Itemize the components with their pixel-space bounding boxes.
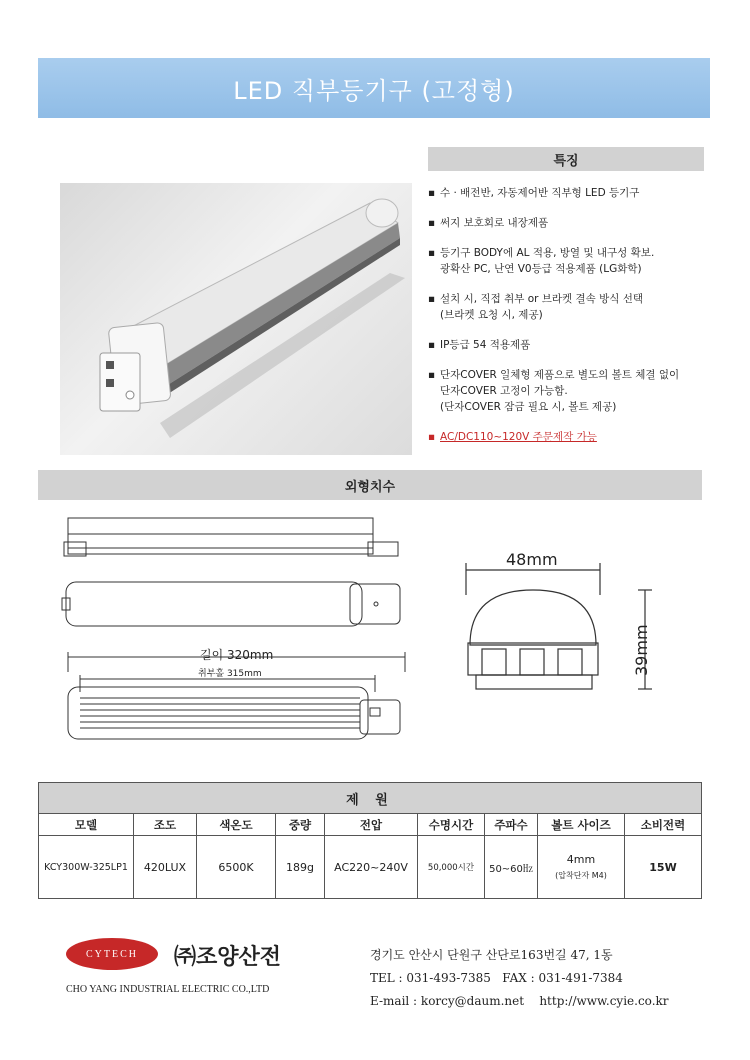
address: 경기도 안산시 단원구 산단로163번길 47, 1동 — [370, 948, 613, 962]
bullet-icon: ▪ — [428, 187, 436, 199]
page-title: LED 직부등기구 (고정형) — [38, 58, 710, 118]
company-name-english: CHO YANG INDUSTRIAL ELECTRIC CO.,LTD — [66, 984, 270, 995]
feature-item — [428, 291, 728, 323]
company-name-korean: ㈜조양산전 — [174, 945, 282, 970]
bullet-icon: ▪ — [428, 293, 436, 305]
feature-text: 단자COVER 일체형 제품으로 별도의 볼트 체결 없이 단자COVER 고정이 가능함. (단자COVER 잠금 필요 시, 볼트 제공) — [440, 369, 680, 413]
col-bolt-size: 볼트 사이즈 — [538, 814, 625, 836]
col-illuminance: 조도 — [134, 814, 197, 836]
bullet-icon: ▪ — [428, 339, 436, 351]
top-view — [62, 582, 400, 626]
col-model: 모델 — [39, 814, 134, 836]
cell-weight: 189g — [276, 836, 325, 899]
cell-illuminance: 420LUX — [134, 836, 197, 899]
feature-item — [428, 367, 728, 415]
bolt-size-value: 4mm — [566, 853, 596, 866]
email-website: E-mail : korcy@daum.net http://www.cyie.co.kr — [370, 994, 669, 1008]
cell-power: 15W — [625, 836, 702, 899]
feature-text: 설치 시, 직접 취부 or 브라켓 결속 방식 선택 (브라켓 요청 시, 제공) — [440, 293, 644, 321]
feature-text: 써지 보호회로 내장제품 — [440, 217, 549, 229]
feature-text: AC/DC110~120V 주문제작 가능 — [440, 431, 597, 443]
col-power: 소비전력 — [625, 814, 702, 836]
col-weight: 중량 — [276, 814, 325, 836]
length-label: 길이 320mm — [200, 648, 274, 662]
col-lifetime: 수명시간 — [418, 814, 485, 836]
dimensions-header: 외형치수 — [38, 470, 702, 500]
cross-section-drawing — [440, 535, 700, 735]
spec-data-row — [39, 836, 702, 899]
cell-voltage: AC220~240V — [325, 836, 418, 899]
product-photo — [60, 183, 412, 455]
cell-bolt-size — [538, 836, 625, 899]
bullet-icon: ▪ — [428, 247, 436, 259]
tel-fax: TEL : 031-493-7385 FAX : 031-491-7384 — [370, 971, 623, 985]
feature-text: IP등급 54 적용제품 — [440, 339, 531, 351]
feature-item — [428, 245, 728, 277]
col-frequency: 주파수 — [485, 814, 538, 836]
bullet-icon: ▪ — [428, 369, 436, 381]
spec-table — [38, 782, 702, 899]
cell-color-temp: 6500K — [197, 836, 276, 899]
features-list — [428, 185, 728, 459]
spec-header-row — [39, 814, 702, 836]
features-header: 특징 — [428, 147, 704, 171]
led-fixture-image — [60, 183, 412, 455]
feature-text: 수 · 배전반, 자동제어반 직부형 LED 등기구 — [440, 187, 640, 199]
side-view — [64, 518, 398, 556]
cell-lifetime: 50,000시간 — [418, 836, 485, 899]
cell-frequency: 50~60㎐ — [485, 836, 538, 899]
fixture-outline-drawings — [60, 512, 410, 747]
mount-hole-label: 취부홀 315mm — [198, 669, 262, 679]
feature-text: 등기구 BODY에 AL 적용, 방열 및 내구성 확보. 광확산 PC, 난연 V0등급 적용제품 (LG화학) — [440, 247, 655, 275]
bullet-icon: ▪ — [428, 431, 436, 443]
feature-item — [428, 429, 728, 445]
cell-model: KCY300W-325LP1 — [39, 836, 134, 899]
height-label: 39mm — [632, 624, 651, 676]
bolt-size-note: (압착단자 M4) — [555, 871, 607, 880]
feature-item — [428, 337, 728, 353]
feature-item — [428, 215, 728, 231]
bullet-icon: ▪ — [428, 217, 436, 229]
col-color-temp: 색온도 — [197, 814, 276, 836]
col-voltage: 전압 — [325, 814, 418, 836]
feature-item — [428, 185, 728, 201]
contact-info — [370, 944, 669, 1013]
spec-table-title: 제 원 — [39, 783, 702, 814]
width-label: 48mm — [506, 550, 558, 569]
cytech-logo: CYTECH — [66, 938, 158, 970]
